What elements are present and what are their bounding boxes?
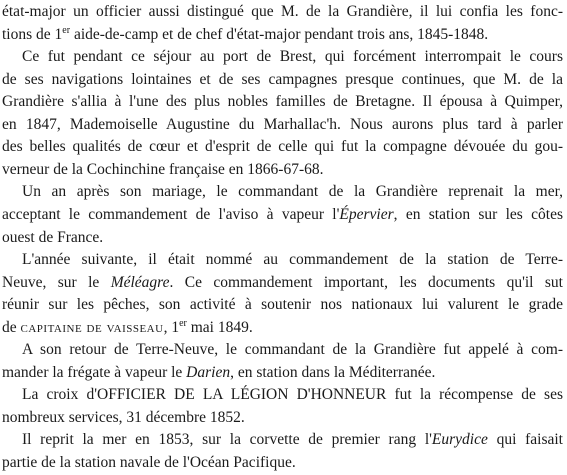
italic-ship-name: Épervier — [339, 205, 394, 223]
text-line — [0, 429, 563, 451]
text-segment: La croix d'OFFICIER DE LA LÉGION D'HONNEUR fut la récompense de ses — [22, 386, 563, 404]
text-line — [0, 91, 563, 113]
text-segment: 1 — [54, 25, 63, 43]
text-line — [0, 159, 563, 181]
text-segment: ouest de France. — [2, 228, 104, 246]
text-line — [0, 69, 563, 91]
text-segment: en 1847, Mademoiselle Augustine du Marhallac'h. Nous aurons plus tard à parler — [2, 115, 563, 133]
text-segment: , 1 — [163, 318, 180, 336]
superscript: er — [179, 317, 187, 329]
text-line — [0, 136, 563, 158]
text-line — [0, 407, 563, 429]
text-line — [0, 317, 563, 339]
text-line — [0, 272, 563, 294]
text-segment: mander la frégate à vapeur le — [2, 363, 187, 381]
text-line — [0, 46, 563, 68]
text-segment: aide-de-camp et de chef d'état-major pendant trois ans, 1845-1848. — [70, 25, 489, 43]
italic-ship-name: Eurydice — [431, 431, 488, 449]
text-line — [0, 294, 563, 316]
text-segment: qui faisait — [487, 431, 563, 449]
text-segment: Il reprit la mer en 1853, sur la corvette de premier rang l' — [22, 431, 432, 449]
text-line — [0, 204, 563, 226]
text-line — [0, 249, 563, 271]
text-line — [0, 362, 563, 384]
text-line — [0, 114, 563, 136]
text-segment: partie de la station navale de l'Océan Pacifique. — [2, 454, 296, 471]
text-segment: de — [2, 318, 21, 336]
text-segment: de ses navigations lointaines et de ses campagnes presque continues, que M. de la — [2, 70, 563, 88]
text-segment: , en station dans la Méditerranée. — [230, 363, 436, 381]
text-segment: réunir sur les pêches, son activité à soutenir nos nationaux lui valurent le grade — [2, 296, 563, 314]
text-segment: , en station sur les côtes — [393, 205, 563, 223]
text-segment: Ce fut pendant ce séjour au port de Brest, qui forcément interrompait le cours — [22, 48, 563, 66]
text-segment: . Ce commandement important, les documents qu'il sut — [169, 273, 563, 291]
text-segment: Un an après son mariage, le commandant de la Grandière reprenait la mer, — [22, 183, 563, 201]
text-segment: des belles qualités de cœur et d'esprit de celle qui fut la compagne dévouée du gou- — [2, 138, 563, 156]
text-line — [0, 384, 563, 406]
text-segment: A son retour de Terre-Neuve, le commandant de la Grandière fut appelé à com- — [22, 341, 563, 359]
text-segment: acceptant le commandement de l'aviso à vapeur l' — [2, 205, 340, 223]
text-line — [0, 24, 563, 46]
small-caps-text: capitaine de vaisseau — [20, 318, 164, 336]
text-line — [0, 227, 563, 249]
italic-ship-name: Méléagre — [110, 273, 170, 291]
text-segment: L'année suivante, il était nommé au commandement de la station de Terre- — [22, 251, 563, 269]
text-line — [0, 181, 563, 203]
italic-ship-name: Darien — [186, 363, 231, 381]
text-segment: verneur de la Cochinchine française en 1866-67-68. — [2, 160, 324, 178]
text-segment: état-major un officier aussi distingué que M. de la Grandière, il lui confia les fonc- — [2, 3, 563, 20]
text-segment: nombreux services, 31 décembre 1852. — [2, 408, 245, 426]
text-segment: tions de — [2, 25, 55, 43]
text-line — [0, 339, 563, 361]
text-segment: Neuve, sur le — [2, 273, 111, 291]
text-line — [0, 452, 563, 474]
text-line — [0, 1, 563, 23]
superscript: er — [62, 24, 71, 36]
text-segment: mai 1849. — [186, 318, 253, 336]
text-segment: Grandière s'allia à l'une des plus nobles familles de Bretagne. Il épousa à Quimper, — [2, 93, 563, 111]
